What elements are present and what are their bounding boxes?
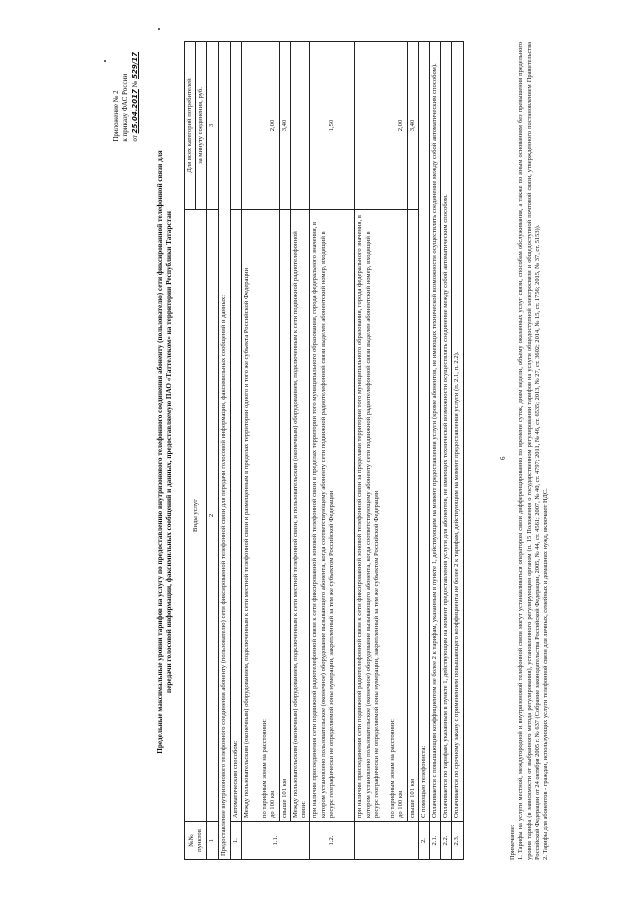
row-value	[290, 42, 309, 210]
section-row: Предоставление внутризонового телефонного соединения абоненту (пользователю) сети фиксированной телефонной связи для передачи голосовой информации, факсимильных сообщений и данных:	[219, 42, 230, 860]
tariff-table	[184, 41, 464, 860]
handwritten-date: 25.04.2017	[130, 89, 139, 134]
document-title: Предельные максимальные уровни тарифов на услугу по предоставлению внутризонового телефонного соединения абоненту (пользователю) сети фиксированной телефонной связи для передачи голосовой информации, факсимильных сообщений и данных, предоставляемую ПАО «Таттелеком» на территории Республики Татарстан	[156, 150, 174, 754]
row-text: Между пользовательским (оконечным) оборудованием, подключенным к сети местной телефонной связи, и пользовательским (оконечным) оборудованием, подключенным к сети подвижной радиотелефонной связи:	[290, 210, 309, 822]
row-text: Между пользовательским (оконечным) оборудованием, подключенным к сети местной телефонной связи и размещенным в пределах территории одного и того же субъекта Российской Федерации по тарифным зонам на расстоянии: до 100 км	[241, 210, 279, 822]
note-item: 1. Тарифы на услуги местной, междугородной и внутризоновой телефонной связи могут устанавливаться оператором связи дифференцированно по времени суток, дням недели, объему оказанных услуг связи, способам обслуживания, а также по иным основаниям без превышения предельного уровня тарифа (в зависимости от выбранного метода регулирования), установленного регулирующим органом (п. 15 Положения о государственном регулировании тарифов на услуги общедоступной электросвязи и общедоступной почтовой связи, утвержденного постановлением Правительства Российской Федерации от 24 октября 2005 г. № 637 (Собрание законодательства Российской Федерации, 2005, № 44, ст. 4561; 2007, № 40, ст. 4797; 2011, № 46, ст. 6535; 2013, № 27, ст. 3602; 2014, № 15, ст. 1756; 2015, № 37, ст. 5153)).	[517, 42, 541, 860]
row-value	[230, 42, 241, 210]
row-number: 1.1.	[241, 822, 309, 860]
notes-block	[509, 42, 551, 860]
row-number: 1.	[230, 822, 241, 860]
row-value: 2,00	[241, 42, 279, 210]
appendix-order: к приказу ФАС России	[121, 73, 130, 142]
note-item: 2. Тарифы для абонентов - граждан, использующих услуги телефонной связи для личных, семейных и домашних нужд, включают НДС.	[542, 488, 550, 860]
row-number: 1.2.	[310, 822, 355, 860]
row-number: 2.3.	[452, 822, 463, 860]
appendix-date-line: от 25.04.2017 № 529/17	[130, 52, 139, 142]
appendix-header	[112, 52, 140, 142]
row-text: Оплачивается по срочному заказу с применением повышающего коэффициента не более 2 к тарифам, действующим на момент предоставления услуги (п. 2.1, п. 2.2).	[452, 42, 463, 822]
row-text: при наличии присоединения сети подвижной радиотелефонной связи к сети фиксированной зоновой телефонной связи за пределами территории того муниципального образования, города федерального значения, в котором установлено пользовательское (оконечное) оборудование вызывающего абонента, когда соответствующему абоненту сети подвижной радиотелефонной связи выделен абонентский номер, входящий в ресурс географически не определяемой зоны нумерации, закрепленный за тем же субъектом Российской Федерации по тарифным зонам на расстоянии: до 100 км	[355, 210, 407, 822]
row-text: при наличии присоединения сети подвижной радиотелефонной связи к сети фиксированной зоновой телефонной связи в пределах территории того муниципального образования, города федерального значения, в котором установлено пользовательское (оконечное) оборудование вызывающего абонента, когда соответствующему абоненту сети подвижной радиотелефонной связи выделен абонентский номер, входящий в ресурс географически не определяемой зоны нумерации, закрепленный за тем же субъектом Российской Федерации	[310, 210, 355, 822]
row-text: Автоматическим способом:	[230, 210, 241, 822]
scan-speck	[158, 28, 160, 30]
document-content	[104, 34, 634, 870]
row-number: 2.1.	[429, 822, 440, 860]
page-number: 6	[499, 456, 507, 460]
column-header-service: Виды услуг	[185, 210, 207, 822]
row-value: 1,50	[310, 42, 355, 210]
handwritten-number: 529/17	[130, 52, 139, 79]
column-index: 2	[207, 210, 219, 822]
column-header-number: №№ пунктов	[185, 822, 207, 860]
row-text: Оплачивается по тарифам, указанным в пункте 1, действующим на момент предоставления услуги для абонентов, не имеющих технической возможности осуществлять соединение между собой автоматическим способом.	[441, 42, 452, 822]
row-text: свыше 101 км	[279, 210, 290, 822]
row-value: 3,40	[407, 42, 418, 210]
row-text: свыше 101 км	[407, 210, 418, 822]
appendix-number: Приложение № 2	[112, 90, 120, 142]
row-value: 2,00	[355, 42, 407, 210]
row-text: С помощью телефониста:	[418, 42, 429, 822]
row-number: 2.2.	[441, 822, 452, 860]
row-value: 3,40	[279, 42, 290, 210]
column-header-unit: за минуту соединения, руб.	[196, 42, 207, 210]
notes-heading: Примечание:	[509, 824, 516, 860]
column-header-category: Для всех категорий потребителей	[185, 42, 196, 210]
column-index: 1	[207, 822, 219, 860]
row-number: 2.	[418, 822, 429, 860]
row-text: Оплачивается с повышающим коэффициентом не более 2 к тарифам, указанным в пункте 1, действующим на момент предоставления услуги (кроме абонентов, не имеющих технической возможности осуществлять соединение между собой автоматическим способом).	[429, 42, 440, 822]
column-index: 3	[207, 42, 219, 210]
row-number	[355, 822, 418, 860]
